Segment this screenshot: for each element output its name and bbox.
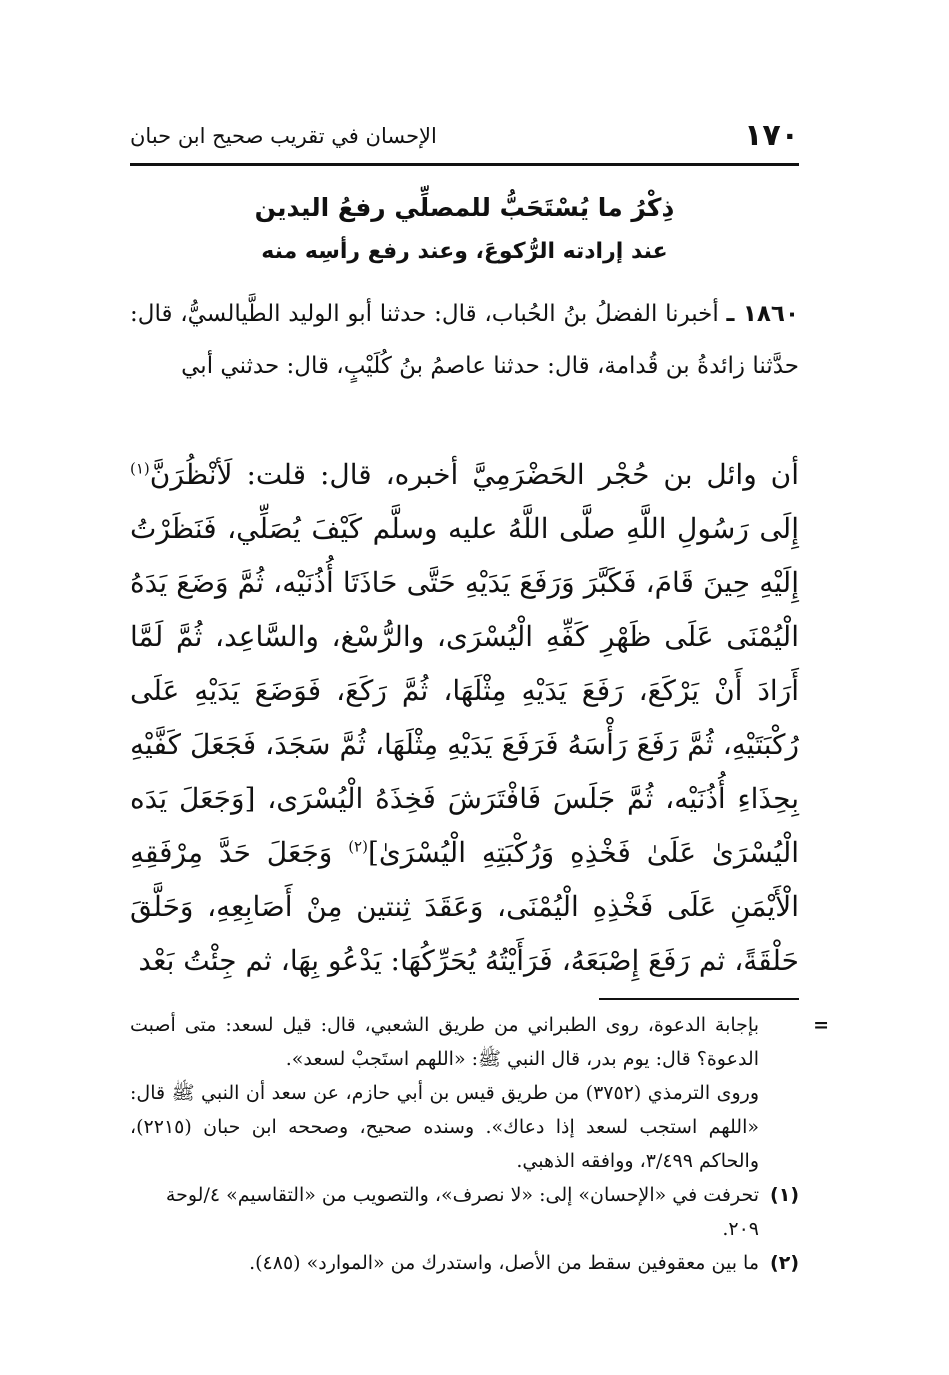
- page-header: [130, 118, 799, 158]
- section-heading: [130, 186, 799, 274]
- continuation-paragraph-2: وروى الترمذي (٣٧٥٢) من طريق قيس بن أبي حازم، عن سعد أن النبي ﷺ قال: «اللهم استجب لسعد إذا دعاك». وسنده صحيح، وصححه ابن حبان (٢٢١٥)، والحاكم ٣/٤٩٩، ووافقه الذهبي.: [130, 1082, 760, 1172]
- hadith-number: ١٨٦٠ ـ: [726, 301, 799, 327]
- footnote-1: [130, 1178, 799, 1246]
- footnote-2-number: (٢): [770, 1252, 799, 1274]
- footnotes: [130, 1008, 829, 1280]
- footnote-1-text: تحرفت في «الإحسان» إلى: «لا نصرف»، والتصويب من «التقاسيم» ٤/لوحة ٢٠٩.: [165, 1184, 759, 1240]
- matn-text-1: أن وائل بن حُجْر الحَضْرَمِيَّ أخبره، قال: قلت: لَأنْظُرَنَّ: [149, 458, 799, 491]
- heading-line-1: ذِكْرُ ما يُسْتَحَبُّ للمصلِّي رفعُ اليدين: [254, 193, 675, 222]
- footnote-1-number: (١): [770, 1184, 799, 1206]
- heading-line-2: عند إرادته الرُّكوعَ، وعند رفع رأسِه منه: [261, 239, 668, 264]
- footnote-rule: [599, 998, 799, 1000]
- matn-text-2: إِلَى رَسُولِ اللَّهِ صلَّى اللَّهُ عليه وسلَّم كَيْفَ يُصَلِّي، فَنَظَرْتُ إِلَيْهِ حِينَ قَامَ، فَكَبَّرَ وَرَفَعَ يَدَيْهِ حَتَّى حَاذَتَا أُذُنَيْه، ثُمَّ وَضَعَ يَدَهُ الْيُمْنَى عَلَى ظَهْرِ كَفِّهِ الْيُسْرَى، والرُّسْغ، والسَّاعِد، ثُمَّ لَمَّا أَرَادَ أَنْ يَرْكَعَ، رَفَعَ يَدَيْهِ مِثْلَهَا، ثُمَّ رَكَعَ، فَوَضَعَ يَدَيْهِ عَلَى رُكْبَتَيْهِ، ثُمَّ رَفَعَ رَأْسَهُ فَرَفَعَ يَدَيْهِ مِثْلَهَا، ثُمَّ سَجَدَ، فَجَعَلَ كَفَّيْهِ بِحِذَاءِ أُذُنَيْه، ثُمَّ جَلَسَ فَافْتَرَشَ فَخِذَهُ الْيُسْرَى، [وَجَعَلَ يَدَه الْيُسْرَىٰ عَلَىٰ فَخْذِهِ وَرُكْبَتِهِ الْيُسْرَىٰ]: [130, 512, 800, 869]
- matn-text-3: وَجَعَلَ حَدَّ مِرْفَقِهِ الْأَيْمَنِ عَلَى فَخْذِهِ الْيُمْنَى، وَعَقَدَ ثِنتين مِنْ أَصَابِعِهِ، وَحَلَّقَ حَلْقَةً، ثم رَفَعَ إِصْبَعَهُ، فَرَأَيْتُهُ يُحَرِّكُهَا: يَدْعُو بِهَا، ثم جِئْتُ بَعْد: [130, 836, 799, 977]
- matn-paragraph: [130, 448, 799, 988]
- footnote-continuation: [130, 1008, 829, 1178]
- footnote-ref-2: (٢): [348, 837, 368, 856]
- footnote-ref-1: (١): [130, 459, 150, 478]
- page-number: ١٧٠: [744, 118, 799, 153]
- footnote-2: [130, 1246, 799, 1280]
- footnote-2-text: ما بين معقوفين سقط من الأصل، واستدرك من «الموارد» (٤٨٥).: [249, 1252, 759, 1274]
- continuation-marker: =: [813, 1014, 829, 1036]
- continuation-paragraph-1: بإجابة الدعوة، روى الطبراني من طريق الشعبي، قال: قيل لسعد: متى أصبت الدعوة؟ قال: يوم بدر، قال النبي ﷺ: «اللهم استَجبْ لسعد».: [130, 1014, 759, 1070]
- isnad-text: أخبرنا الفضلُ بنُ الحُباب، قال: حدثنا أبو الوليد الطَّيالسيُّ، قال: حدَّثنا زائدةُ بن قُدامة، قال: حدثنا عاصمُ بنُ كُلَيْبٍ، قال: حدثني أبي: [130, 301, 799, 379]
- running-title: الإحسان في تقريب صحيح ابن حبان: [130, 124, 437, 148]
- header-rule: [130, 163, 799, 166]
- isnad-paragraph: [130, 288, 799, 392]
